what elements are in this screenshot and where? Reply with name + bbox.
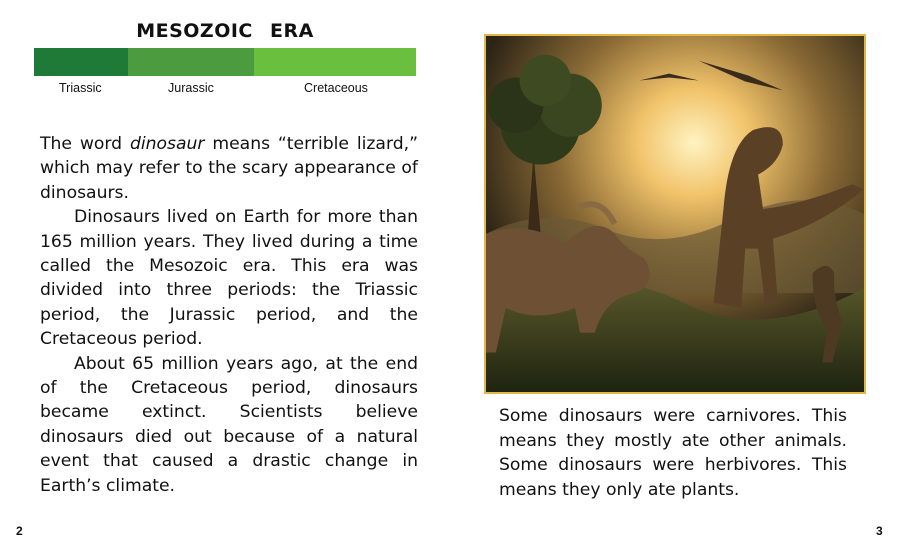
page-number-right: 3 — [876, 524, 883, 538]
jurassic-segment — [128, 48, 254, 76]
page-number-left: 2 — [16, 524, 23, 538]
triassic-label: Triassic — [59, 81, 102, 95]
paragraph-3: About 65 million years ago, at the end of the Cretaceous period, dinosaurs became extinct. Scientists believe dinosaurs died out because of a natural event that caused a drastic change in Earth’s climate. — [40, 353, 418, 496]
p1-emphasis: dinosaur — [129, 134, 205, 154]
body-text — [40, 132, 418, 498]
photo-caption: Some dinosaurs were carnivores. This means they mostly ate other animals. Some dinosaurs were herbivores. This means they only ate plants. — [499, 406, 847, 500]
cretaceous-label: Cretaceous — [304, 81, 368, 95]
triassic-segment — [34, 48, 128, 76]
cretaceous-segment — [254, 48, 416, 76]
p1-end: means “terrible lizard,” which may refer to the scary appearance of dinosaurs. — [40, 134, 418, 203]
era-timeline-bar — [34, 48, 416, 76]
jurassic-label: Jurassic — [168, 81, 214, 95]
p1-start: The word — [40, 134, 130, 154]
dinosaur-scene-illustration — [486, 36, 864, 392]
paragraph-1 — [40, 132, 418, 205]
paragraph-2: Dinosaurs lived on Earth for more than 165 million years. They lived during a time called the Mesozoic era. This era was divided into three periods: the Triassic period, the Jurassic period, and the Cretaceous period. — [40, 207, 418, 350]
dinosaur-photo — [484, 34, 866, 394]
era-title: MESOZOIC ERA — [136, 20, 314, 42]
